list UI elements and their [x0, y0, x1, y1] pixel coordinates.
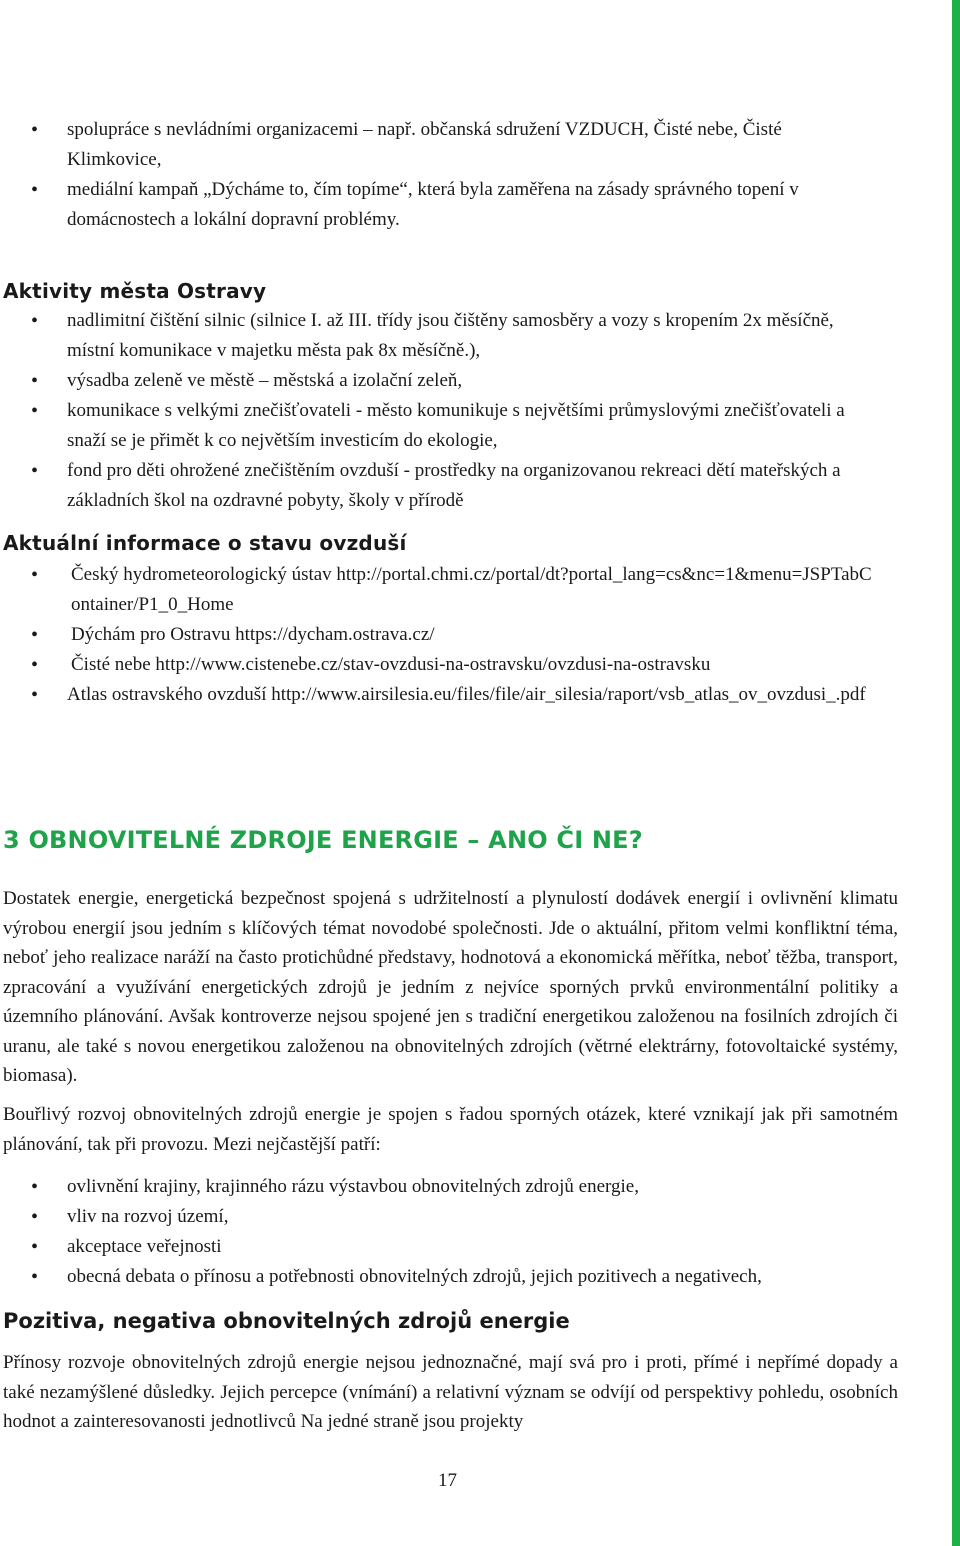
air-info-list: [0, 560, 880, 710]
list-item: • akceptace veřejnosti: [0, 1232, 880, 1262]
chapter-paragraph-2: Bouřlivý rozvoj obnovitelných zdrojů energie je spojen s řadou sporných otázek, které vznikají jak při samotném plánování, tak při provozu. Mezi nejčastější patří:: [3, 1104, 898, 1155]
section-heading-pros-cons: Pozitiva, negativa obnovitelných zdrojů energie: [3, 1309, 570, 1333]
section-heading-activities: Aktivity města Ostravy: [3, 279, 267, 303]
list-item: • nadlimitní čištění silnic (silnice I. až III. třídy jsou čištěny samosběry a vozy s kropením 2x měsíčně, místní komunikace v majetku města pak 8x měsíčně.),: [0, 306, 880, 366]
pros-cons-paragraph: Přínosy rozvoje obnovitelných zdrojů energie nejsou jednoznačné, mají svá pro i proti, přímé i nepřímé dopady a také nezamýšlené důsledky. Jejich percepce (vnímání) a relativní význam se odvíjí od perspektivy pohledu, osobních hodnot a zainteresovanosti jednotlivců Na jedné straně jsou projekty: [3, 1352, 898, 1432]
section-heading-air-info: Aktuální informace o stavu ovzduší: [3, 531, 407, 555]
link-item-airsilesia: • Atlas ostravského ovzduší http://www.airsilesia.eu/files/file/air_silesia/raport/vsb_atlas_ov_ovzdusi_.pdf: [0, 680, 880, 710]
chapter-paragraph-1: Dostatek energie, energetická bezpečnost spojená s udržitelností a plynulostí dodávek energií i ovlivnění klimatu výrobou energií jsou jedním s klíčových témat novodobé společnosti. Jde o aktuální, přitom velmi konfliktní téma, neboť jeho realizace naráží na často protichůdné představy, hodnotová a ekonomická měřítka, neboť těžba, transport, zpracování a využívání energetických zdrojů je jedním z nejvíce sporných prvků environmentální politiky a územního plánování. Avšak kontroverze nejsou spojené jen s tradiční energetikou založenou na fosilních zdrojích či uranu, ale také s novou energetikou založenou na obnovitelných zdrojích (větrné elektrárny, fotovoltaické systémy, biomasa).: [3, 888, 898, 1086]
link-item-dycham: • Dýchám pro Ostravu https://dycham.ostrava.cz/: [0, 620, 880, 650]
chapter-heading: 3 OBNOVITELNÉ ZDROJE ENERGIE – ANO ČI NE?: [3, 826, 643, 854]
intro-list: [0, 115, 880, 235]
list-item: • komunikace s velkými znečišťovateli - město komunikuje s největšími průmyslovými znečišťovateli a snaží se je přimět k co největším investicím do ekologie,: [0, 396, 880, 456]
activities-list: [0, 306, 880, 516]
page-side-bar: [952, 0, 960, 1546]
list-item: • ovlivnění krajiny, krajinného rázu výstavbou obnovitelných zdrojů energie,: [0, 1172, 880, 1202]
list-item: • obecná debata o přínosu a potřebnosti obnovitelných zdrojů, jejich pozitivech a negativech,: [0, 1262, 880, 1292]
page-number: 17: [438, 1470, 457, 1491]
list-item: • spolupráce s nevládními organizacemi – např. občanská sdružení VZDUCH, Čisté nebe, Čisté Klimkovice,: [0, 115, 880, 175]
issues-list: [0, 1172, 880, 1292]
list-item: • výsadba zeleně ve městě – městská a izolační zeleň,: [0, 366, 880, 396]
list-item: • mediální kampaň „Dýcháme to, čím topíme“, která byla zaměřena na zásady správného topení v domácnostech a lokální dopravní problémy.: [0, 175, 880, 235]
list-item: • vliv na rozvoj území,: [0, 1202, 880, 1232]
link-item-cistenebe: • Čisté nebe http://www.cistenebe.cz/stav-ovzdusi-na-ostravsku/ovzdusi-na-ostravsku: [0, 650, 880, 680]
list-item: • fond pro děti ohrožené znečištěním ovzduší - prostředky na organizovanou rekreaci dětí mateřských a základních škol na ozdravné pobyty, školy v přírodě: [0, 456, 880, 516]
link-item-chmi: • Český hydrometeorologický ústav http://portal.chmi.cz/portal/dt?portal_lang=cs&nc=1&menu=JSPTabContainer/P1_0_Home: [0, 560, 880, 620]
